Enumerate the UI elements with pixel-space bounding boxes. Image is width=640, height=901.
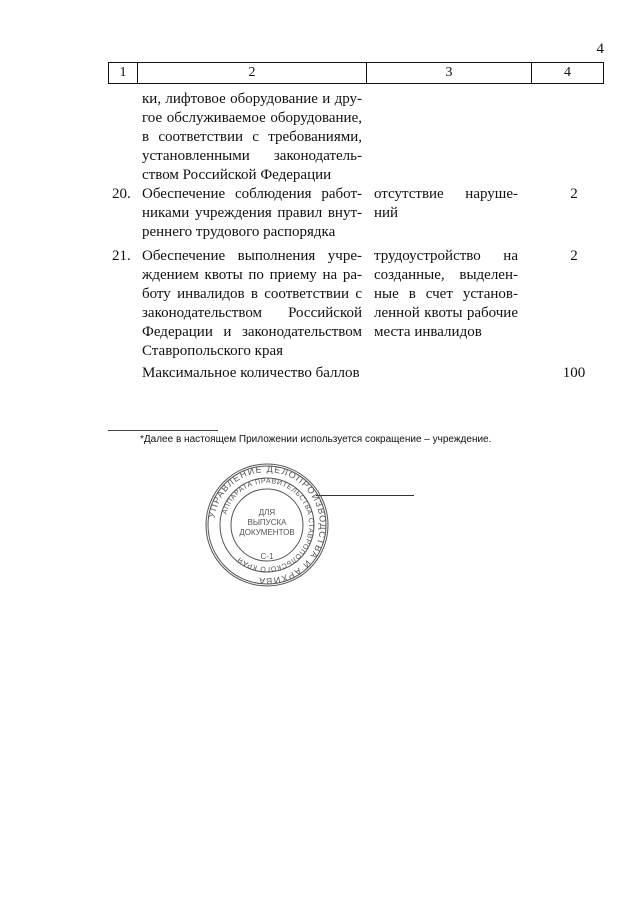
criterion-line: в соответствии с требованиями, (142, 129, 362, 145)
criterion-line: ждением квоты по приему на ра- (142, 267, 362, 283)
indicator-line: отсутствие наруше- (374, 186, 518, 202)
table-header (108, 62, 604, 84)
indicator-line: трудоустройство на (374, 248, 518, 264)
criterion-line: Обеспечение выполнения учре- (142, 248, 362, 264)
header-col-4: 4 (532, 63, 604, 84)
stamp-outer-path: УПРАВЛЕНИЕ ДЕЛОПРОИЗВОДСТВА И АРХИВА (206, 463, 329, 587)
indicator-text (374, 247, 518, 342)
criterion-text (142, 247, 362, 361)
indicator-text (374, 185, 518, 223)
score-value: 2 (570, 248, 578, 264)
official-stamp-icon (204, 462, 330, 588)
score-value: 2 (570, 186, 578, 202)
stamp-mark: С-1 (260, 552, 274, 561)
total-label: Максимальное количество баллов (142, 365, 360, 381)
indicator-line: созданные, выделен- (374, 267, 518, 283)
criterion-line: боту инвалидов в соответствии с (142, 286, 362, 302)
criterion-line: ством Российской Федерации (142, 167, 332, 183)
row-number: 20. (112, 186, 131, 202)
indicator-line: места инвалидов (374, 324, 482, 340)
header-col-3: 3 (367, 63, 532, 84)
criterion-line: установленными законодатель- (142, 148, 362, 164)
indicator-line: ленной квоты рабочие (374, 305, 518, 321)
criterion-line: никами учреждения правил внут- (142, 205, 362, 221)
total-value: 100 (562, 365, 586, 381)
criterion-line: реннего трудового распорядка (142, 224, 336, 240)
footnote-divider (108, 430, 218, 431)
footnote: *Далее в настоящем Приложении используется сокращение – учреждение. (140, 434, 492, 445)
criterion-line: Обеспечение соблюдения работ- (142, 186, 362, 202)
criterion-line: Федерации и законодательством (142, 324, 362, 340)
stamp-center-line: ДЛЯ (258, 508, 276, 517)
indicator-line: ные в счет установ- (374, 286, 518, 302)
criterion-line: гое обслуживаемое оборудование, (142, 110, 362, 126)
header-col-1: 1 (109, 63, 138, 84)
criterion-line: Ставропольского края (142, 343, 283, 359)
signature-line (316, 495, 414, 496)
criterion-line: законодательством Российской (142, 305, 362, 321)
criterion-line: ки, лифтовое оборудование и дру- (142, 91, 362, 107)
row-number: 21. (112, 248, 131, 264)
criterion-text (142, 90, 362, 185)
stamp-center-line: ВЫПУСКА (247, 518, 287, 527)
header-col-2: 2 (138, 63, 367, 84)
criterion-text (142, 185, 362, 242)
stamp-center-line: ДОКУМЕНТОВ (239, 528, 295, 537)
indicator-line: ний (374, 205, 399, 221)
stamp-inner-path: АППАРАТА ПРАВИТЕЛЬСТВА СТАВРОПОЛЬСКОГО КРАЯ (221, 477, 315, 573)
page-number: 4 (596, 41, 604, 57)
